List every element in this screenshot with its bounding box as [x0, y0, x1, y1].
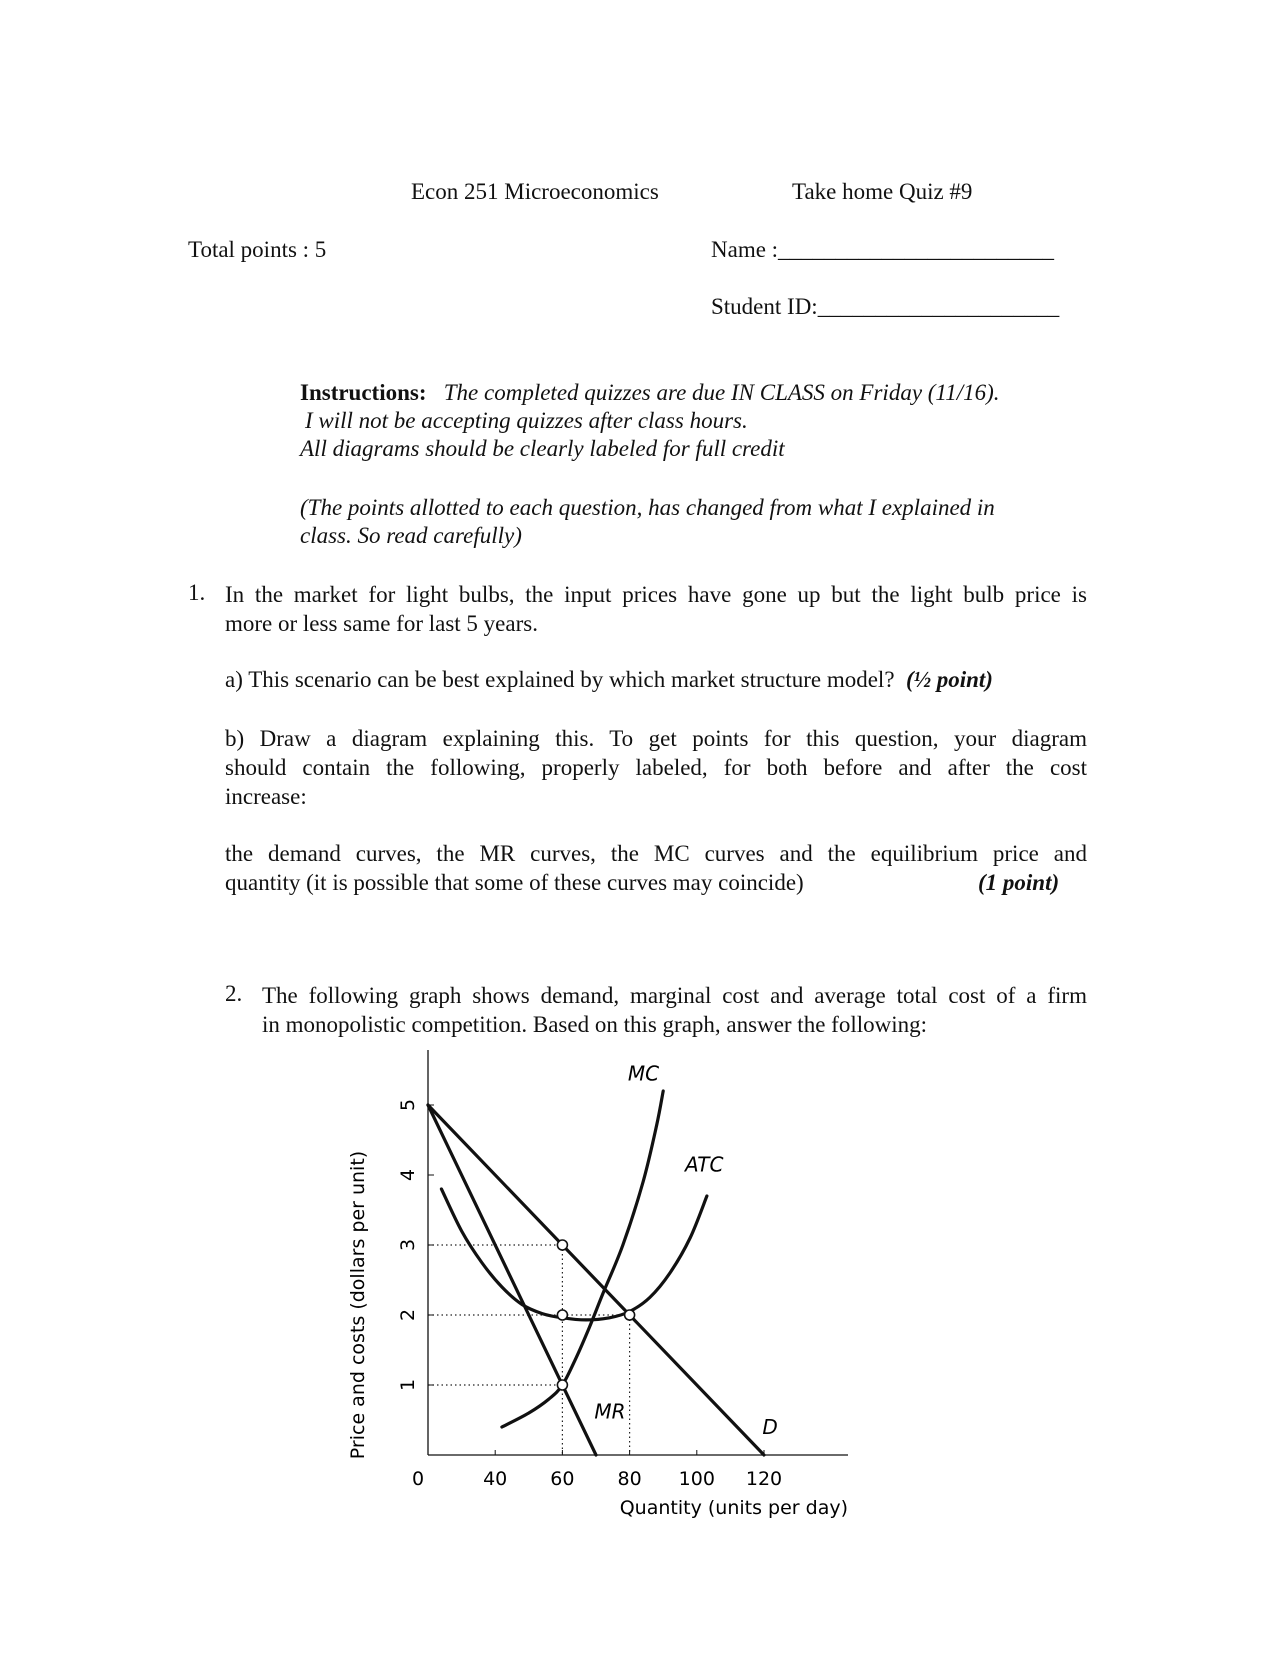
label-mc: MC [627, 1061, 660, 1086]
y-tick-label: 5 [397, 1098, 419, 1112]
x-tick-label: 100 [678, 1468, 715, 1490]
label-mr: MR [594, 1399, 626, 1424]
data-point [557, 1310, 567, 1320]
series-atc [441, 1189, 706, 1320]
instructions-note-2: class. So read carefully) [300, 523, 522, 548]
axes [428, 1050, 848, 1455]
student-id-field[interactable]: Student ID:_____________________ [711, 294, 1060, 319]
q1a-text: a) This scenario can be best explained by which market structure model? [225, 667, 895, 692]
y-axis-title: Price and costs (dollars per unit) [347, 1150, 369, 1460]
q1b [225, 724, 1087, 811]
q1a [225, 667, 993, 693]
y-tick-label: 4 [397, 1168, 419, 1182]
q1b-line-3: increase: [225, 784, 307, 809]
q1b-line-2: should contain the following, properly labeled, for both before and after the cost [225, 755, 1087, 780]
course-title: Econ 251 Microeconomics [411, 179, 659, 204]
x-tick-label: 40 [483, 1468, 508, 1490]
q1b-line-1: b) Draw a diagram explaining this. To get points for this question, your diagram [225, 726, 1087, 751]
series-mc [502, 1091, 663, 1427]
quiz-title: Take home Quiz #9 [792, 179, 973, 204]
q2-line-2: in monopolistic competition. Based on this graph, answer the following: [262, 1012, 927, 1037]
cost-demand-chart [340, 1050, 880, 1540]
data-point [557, 1240, 567, 1250]
instructions-line-1 [300, 380, 1000, 406]
label-atc: ATC [685, 1152, 724, 1177]
x-axis-title: Quantity (units per day) [619, 1497, 848, 1519]
q1-line-2: more or less same for last 5 years. [225, 611, 538, 636]
q1-text [225, 580, 1087, 638]
q1a-points: (½ point) [906, 667, 993, 692]
q1c-points: (1 point) [978, 870, 1060, 895]
instructions-text-1: The completed quizzes are due IN CLASS on Friday (11/16). [443, 380, 1000, 405]
q1c-text: quantity (it is possible that some of these curves may coincide) [225, 870, 804, 895]
x-tick-label: 120 [745, 1468, 783, 1490]
q1c-line-2 [225, 868, 1087, 897]
instructions-note-1: (The points allotted to each question, has changed from what I explained in [300, 495, 995, 520]
q2-line-1: The following graph shows demand, marginal cost and average total cost of a firm [262, 983, 1087, 1008]
instructions-label: Instructions: [300, 380, 427, 405]
chart-labels [347, 1062, 848, 1520]
x-tick-label: 80 [617, 1468, 642, 1490]
q1-line-1: In the market for light bulbs, the input prices have gone up but the light bulb price is [225, 582, 1087, 607]
name-field[interactable]: Name :________________________ [711, 237, 1055, 262]
instructions-line-2: I will not be accepting quizzes after class hours. [305, 408, 748, 433]
series-mr [428, 1105, 596, 1455]
label-d: D [762, 1415, 778, 1439]
instructions-line-3: All diagrams should be clearly labeled for full credit [300, 436, 785, 461]
q2-text [262, 981, 1087, 1039]
total-points: Total points : 5 [188, 237, 327, 262]
y-tick-label: 1 [397, 1378, 419, 1392]
q1c [225, 839, 1087, 897]
q1-number: 1. [188, 580, 206, 605]
y-tick-label: 3 [397, 1238, 419, 1252]
x-tick-label: 0 [411, 1468, 425, 1490]
x-tick-label: 60 [550, 1468, 575, 1490]
data-point [625, 1310, 635, 1320]
data-point [557, 1380, 567, 1390]
q2-number: 2. [225, 981, 243, 1006]
y-tick-label: 2 [397, 1308, 419, 1322]
q1c-line-1: the demand curves, the MR curves, the MC curves and the equilibrium price and [225, 841, 1087, 866]
